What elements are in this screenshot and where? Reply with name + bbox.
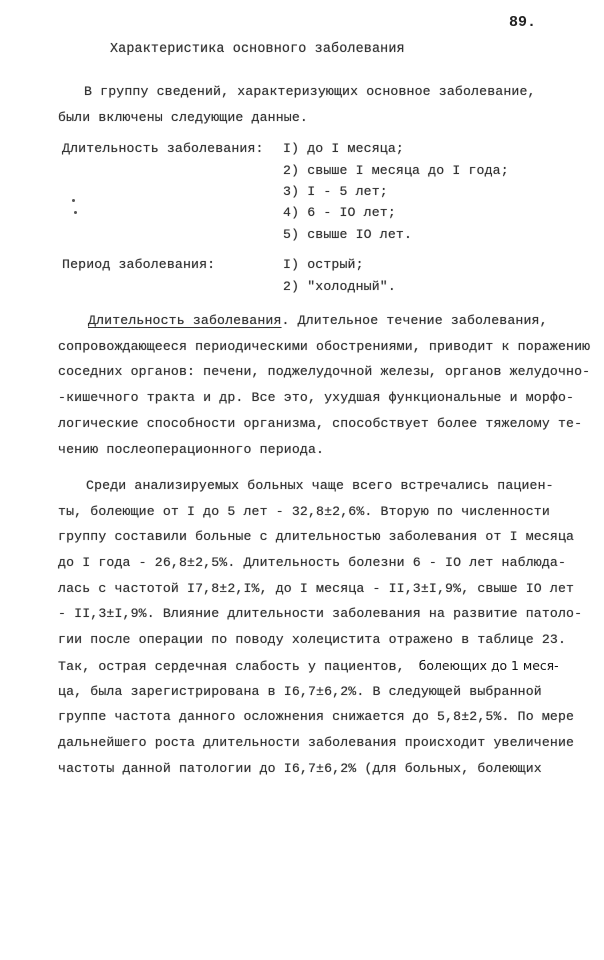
paragraph-1-line-2: сопровождающееся периодическими обострениями, приводит к поражению [58,339,591,354]
paragraph-2-line-3: группу составили больные с длительностью заболевания от I месяца [58,529,575,544]
paragraph-1-first-line [88,313,548,328]
paragraph-2-line-5: лась с частотой I7,8±2,I%, до I месяца - II,3±I,9%, свыше IO лет [58,581,575,596]
paragraph-2-line-8-typed: Так, острая сердечная слабость у пациентов, [58,659,405,674]
period-label: Период заболевания: [62,257,216,272]
duration-option-5: 5) свыше IO лет. [283,227,413,242]
margin-dot [72,199,75,202]
paragraph-2-line-10: группе частота данного осложнения снижается до 5,8±2,5%. По мере [58,709,575,724]
period-option-1: I) острый; [283,257,364,272]
intro-line-1: В группу сведений, характеризующих основное заболевание, [84,84,536,99]
paragraph-2-line-7: гии после операции по поводу холецистита отражено в таблице 23. [58,632,567,647]
period-option-2: 2) "холодный". [283,279,396,294]
paragraph-2-line-6: - II,3±I,9%. Влияние длительности заболевания на развитие патоло- [58,606,583,621]
typed-insertion: болеющих до 1 меся- [418,658,559,673]
paragraph-1-line-5: логические способности организма, способствует более тяжелому те- [58,416,583,431]
paragraph-2-line-11: дальнейшего роста длительности заболевания происходит увеличение [58,735,575,750]
paragraph-1-line-6: чению послеоперационного периода. [58,442,325,457]
paragraph-1-line-3: соседних органов: печени, поджелудочной железы, органов желудочно- [58,364,591,379]
paragraph-2-line-2: ты, болеющие от I до 5 лет - 32,8±2,6%. Вторую по численности [58,504,550,519]
intro-line-2: были включены следующие данные. [58,110,308,125]
paragraph-1-line-4: -кишечного тракта и др. Все это, ухудшая функциональные и морфо- [58,390,575,405]
paragraph-2-line-9: ца, была зарегистрирована в I6,7±6,2%. В следующей выбранной [58,684,542,699]
section-heading: Характеристика основного заболевания [110,42,405,57]
duration-option-1: I) до I месяца; [283,141,404,156]
page-number: 89. [509,14,537,31]
paragraph-2-line-4: до I года - 26,8±2,5%. Длительность болезни 6 - IO лет наблюда- [58,555,567,570]
margin-dot [74,211,77,214]
paragraph-2-line-12: частоты данной патологии до I6,7±6,2% (для больных, болеющих [58,761,542,776]
paragraph-1-heading: Длительность заболевания [88,313,282,328]
duration-option-4: 4) 6 - IO лет; [283,205,396,220]
duration-option-3: 3) I - 5 лет; [283,184,388,199]
paragraph-1-line-1: . Длительное течение заболевания, [281,313,548,328]
paragraph-2-line-1: Среди анализируемых больных чаще всего встречались пациен- [86,478,554,493]
paragraph-2-line-8 [58,658,559,674]
duration-option-2: 2) свыше I месяца до I года; [283,163,509,178]
duration-label: Длительность заболевания: [62,141,264,156]
